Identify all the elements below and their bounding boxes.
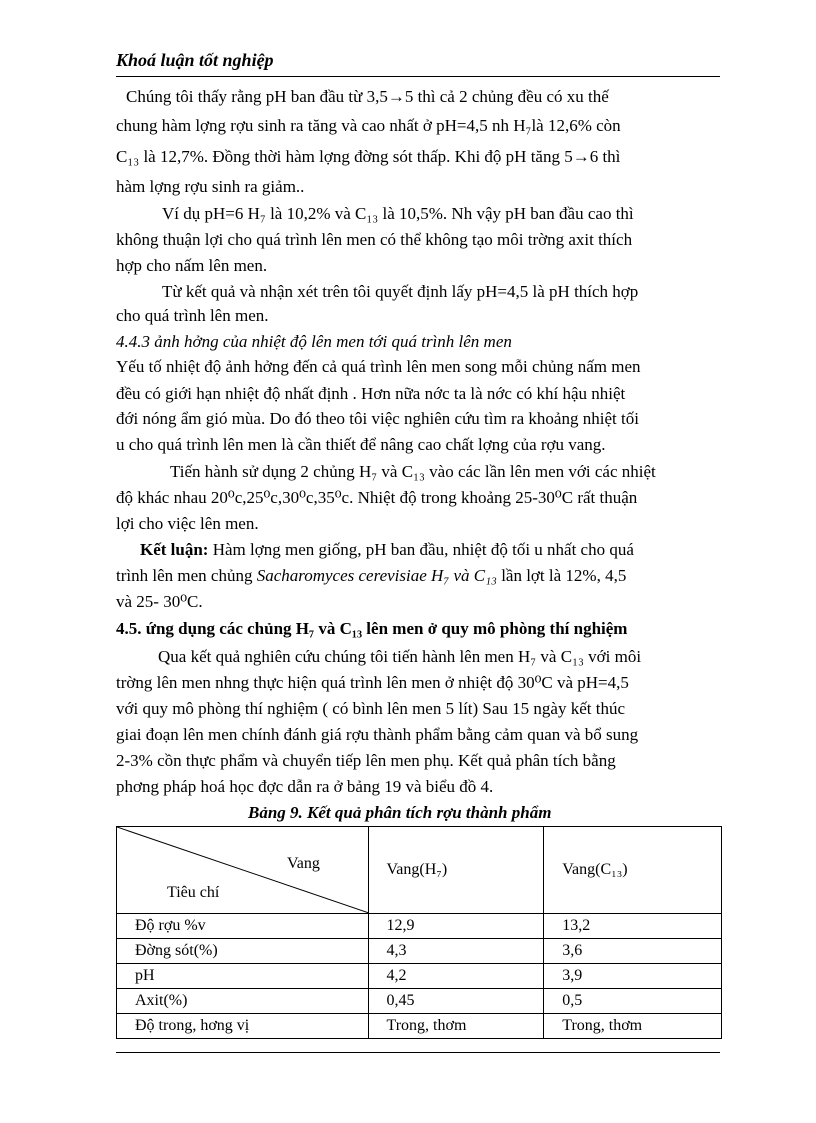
table-row (117, 989, 722, 1014)
text-line: Yếu tố nhiệt độ ảnh hởng đến cả quá trình lên men song mỗi chủng nấm men (116, 357, 641, 376)
table-cell: 13,2 (544, 914, 722, 939)
table-cell: pH (117, 964, 369, 989)
conclusion-text: lần lợt là 12%, 4,5 (496, 566, 627, 585)
text-line: chung hàm lợng rợu sinh ra tăng và cao nhất ở pH=4,5 nh H₇là 12,6% còn (116, 116, 621, 135)
page-header-title: Khoá luận tốt nghiệp (116, 50, 274, 70)
text-line: giai đoạn lên men chính đánh giá rợu thành phẩm bằng cảm quan và bổ sung (116, 725, 639, 744)
text-line: đới nóng ẩm gió mùa. Do đó theo tôi việc nghiên cứu tìm ra khoảng nhiệt tối (116, 409, 639, 428)
results-table (116, 826, 722, 1039)
conclusion-text: Hàm lợng men giống, pH ban đầu, nhiệt độ tối u nhất cho quá (208, 540, 634, 559)
section-heading-45: 4.5. ứng dụng các chủng H₇ và C₁₃ lên men ở quy mô phòng thí nghiệm (116, 619, 628, 638)
table-cell: Trong, thơm (368, 1014, 544, 1039)
text-line: cho quá trình lên men. (116, 306, 269, 325)
table-header-row (117, 827, 722, 914)
text-line: 2-3% cồn thực phẩm và chuyển tiếp lên men phụ. Kết quả phân tích bằng (116, 751, 616, 770)
table-cell: 0,45 (368, 989, 544, 1014)
text-line: Qua kết quả nghiên cứu chúng tôi tiến hành lên men H₇ và C₁₃ với môi (158, 647, 642, 666)
conclusion-line (116, 565, 626, 587)
corner-label-top: Vang (287, 855, 320, 872)
text-line: với quy mô phòng thí nghiệm ( có bình lên men 5 lít) Sau 15 ngày kết thúc (116, 699, 626, 718)
section-heading-443: 4.4.3 ảnh hởng của nhiệt độ lên men tới quá trình lên men (116, 332, 512, 351)
conclusion-label: Kết luận: (140, 540, 209, 559)
table-row (117, 964, 722, 989)
table-cell: Trong, thơm (544, 1014, 722, 1039)
text-line: đều có giới hạn nhiệt độ nhất định . Hơn nữa nớc ta là nớc có khí hậu nhiệt (116, 384, 626, 403)
column-header: Vang(C₁₃) (544, 827, 722, 914)
footer-rule (116, 1052, 720, 1053)
header-rule (116, 76, 720, 77)
text-line: Từ kết quả và nhận xét trên tôi quyết định lấy pH=4,5 là pH thích hợp (162, 282, 639, 301)
table-row (117, 1014, 722, 1039)
text-line: Ví dụ pH=6 H₇ là 10,2% và C₁₃ là 10,5%. Nh vậy pH ban đầu cao thì (162, 204, 634, 223)
table-cell: 3,6 (544, 939, 722, 964)
text-line: hàm lợng rợu sinh ra giảm.. (116, 177, 305, 196)
text-line: không thuận lợi cho quá trình lên men có thể không tạo môi trờng axit thích (116, 230, 633, 249)
table-cell: 4,3 (368, 939, 544, 964)
table-row (117, 939, 722, 964)
species-name: Sacharomyces cerevisiae H₇ và C₁₃ (256, 566, 497, 585)
table-row (117, 914, 722, 939)
table-cell: 0,5 (544, 989, 722, 1014)
text-line: độ khác nhau 20⁰c,25⁰c,30⁰c,35⁰c. Nhiệt độ trong khoảng 25-30⁰C rất thuận (116, 488, 638, 507)
table-cell: Axit(%) (117, 989, 369, 1014)
text-line: trờng lên men nhng thực hiện quá trình lên men ở nhiệt độ 30⁰C và pH=4,5 (116, 673, 629, 692)
table-cell: 3,9 (544, 964, 722, 989)
conclusion-text: trình lên men chủng (116, 566, 257, 585)
table-caption: Bảng 9. Kết quả phân tích rợu thành phẩm (248, 803, 552, 822)
corner-label-bottom: Tiêu chí (167, 884, 220, 901)
diagonal-divider (117, 827, 369, 913)
table-corner-cell (117, 827, 369, 914)
table-cell: Đờng sót(%) (117, 939, 369, 964)
conclusion-line: và 25- 30⁰C. (116, 592, 203, 611)
table-cell: 12,9 (368, 914, 544, 939)
conclusion-line (140, 539, 634, 561)
table-cell: Độ rợu %v (117, 914, 369, 939)
text-line: lợi cho việc lên men. (116, 514, 259, 533)
text-line: Tiến hành sử dụng 2 chủng H₇ và C₁₃ vào các lần lên men với các nhiệt (170, 462, 656, 481)
column-header: Vang(H₇) (368, 827, 544, 914)
table-cell: 4,2 (368, 964, 544, 989)
text-line: phơng pháp hoá học đợc dẫn ra ở bảng 19 và biểu đồ 4. (116, 777, 494, 796)
table-cell: Độ trong, hơng vị (117, 1014, 369, 1039)
text-line: C₁₃ là 12,7%. Đồng thời hàm lợng đờng sót thấp. Khi độ pH tăng 5→6 thì (116, 147, 621, 166)
text-line: u cho quá trình lên men là cần thiết để nâng cao chất lợng của rợu vang. (116, 435, 606, 454)
text-line: hợp cho nấm lên men. (116, 256, 268, 275)
text-line: Chúng tôi thấy rằng pH ban đầu từ 3,5→5 thì cả 2 chủng đều có xu thế (126, 87, 609, 106)
